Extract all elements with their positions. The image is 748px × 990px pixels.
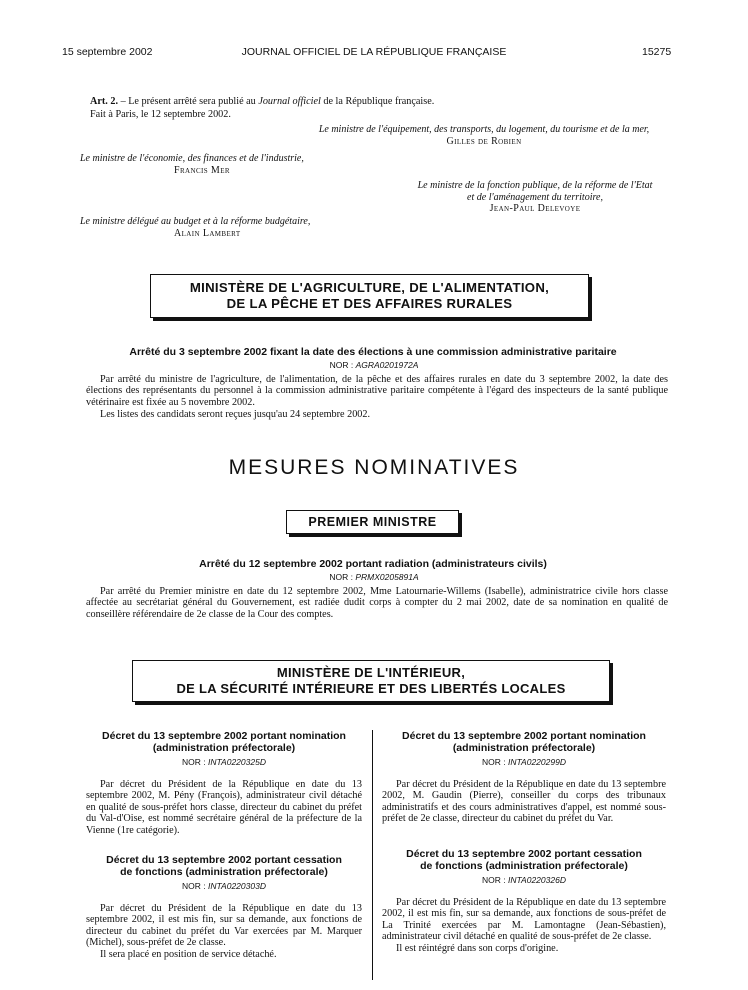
column-divider xyxy=(372,730,373,980)
decree-4 xyxy=(382,848,666,954)
article-2: Art. 2. – Le présent arrêté sera publié au Journal officiel de la République française. xyxy=(90,96,435,107)
article-label: Art. 2. xyxy=(90,96,119,107)
decree-4-paragraph-2: Il est réintégré dans son corps d'origine. xyxy=(396,942,559,954)
signature-budget: Le ministre délégué au budget et à la réforme budgétaire, Alain Lambert xyxy=(80,216,311,239)
ministry-agriculture-line1: MINISTÈRE DE L'AGRICULTURE, DE L'ALIMENTATION, xyxy=(189,280,550,295)
nor-agriculture: NOR : AGRA0201972A xyxy=(329,360,419,370)
ministry-box-premier xyxy=(286,510,459,534)
decree-1-title: Décret du 13 septembre 2002 portant nomination (administration préfectorale) xyxy=(102,730,346,754)
section-mesures-nominatives: MESURES NOMINATIVES xyxy=(228,456,520,479)
decree-1 xyxy=(86,730,362,836)
arrete-agriculture-title: Arrêté du 3 septembre 2002 fixant la date des élections à une commission administrative paritaire xyxy=(129,346,617,358)
decree-4-title: Décret du 13 septembre 2002 portant cessation de fonctions (administration préfectorale) xyxy=(406,848,642,872)
decree-2-paragraph: Par décret du Président de la République en date du 13 septembre 2002, il est mis fin, sur sa demande, aux fonctions de directeur du cabinet du préfet du Var exercées par M. Marquer (Michel), sous-préfet de 2e classe. xyxy=(86,903,362,949)
agriculture-paragraph-2: Les listes des candidats seront reçues jusqu'au 24 septembre 2002. xyxy=(100,409,371,420)
ministry-box-interieur xyxy=(132,660,610,702)
nor-premier: NOR : PRMX0205891A xyxy=(329,572,419,582)
signature-fonction-publique: Le ministre de la fonction publique, de la réforme de l'Etat et de l'aménagement du territoire, Jean-Paul Delevoye xyxy=(417,180,653,214)
signature-economie: Le ministre de l'économie, des finances et de l'industrie, Francis Mer xyxy=(80,153,304,176)
ministry-box-agriculture xyxy=(150,274,589,318)
ministry-premier-label: PREMIER MINISTRE xyxy=(308,515,437,529)
signature-equipement: Le ministre de l'équipement, des transports, du logement, du tourisme et de la mer, Gilles de Robien xyxy=(318,124,650,147)
decree-4-nor: NOR : INTA0220326D xyxy=(482,875,566,885)
arrete-premier-title: Arrêté du 12 septembre 2002 portant radiation (administrateurs civils) xyxy=(199,558,547,570)
ministry-interieur-line2: DE LA SÉCURITÉ INTÉRIEURE ET DES LIBERTÉS LOCALES xyxy=(176,681,566,696)
decree-1-nor: NOR : INTA0220325D xyxy=(182,757,266,767)
header-date: 15 septembre 2002 xyxy=(62,46,153,58)
ministry-interieur-line1: MINISTÈRE DE L'INTÉRIEUR, xyxy=(276,665,466,680)
ministry-agriculture-line2: DE LA PÊCHE ET DES AFFAIRES RURALES xyxy=(226,296,513,311)
decree-2-nor: NOR : INTA0220303D xyxy=(182,881,266,891)
decree-4-paragraph: Par décret du Président de la République en date du 13 septembre 2002, il est mis fin, sur sa demande, aux fonctions de sous-préfet de La Trinité exercées par M. Lamontagne (Jean-Sébastien), administrateur civil détaché en qualité de sous-préfet de 2e classe. xyxy=(382,897,666,943)
decree-1-paragraph: Par décret du Président de la République en date du 13 septembre 2002, M. Pény (François), administrateur civil détaché en qualité de sous-préfet hors classe, directeur du cabinet du préfet du Val-d'Oise, est nommé secrétaire général de la préfecture de la Vienne (1re catégorie). xyxy=(86,779,362,836)
fait-a-paris: Fait à Paris, le 12 septembre 2002. xyxy=(90,109,231,120)
agriculture-paragraph: Par arrêté du ministre de l'agriculture, de l'alimentation, de la pêche et des affaires rurales en date du 3 septembre 2002, la date des élections des représentants du personnel à la commission administrative paritaire compétente à l'égard des inspecteurs de la santé publique vétérinaire est fixée au 5 novembre 2002. xyxy=(86,374,668,408)
decree-2-paragraph-2: Il sera placé en position de service détaché. xyxy=(100,948,277,960)
premier-paragraph: Par arrêté du Premier ministre en date du 12 septembre 2002, Mme Latournarie-Willems (Isabelle), administratrice civile hors classe affectée au secrétariat général du Gouvernement, est radiée dudit corps à compter du 2 mai 2002, date de sa nomination en qualité de conseillère référendaire de 2e classe de la Cour des comptes. xyxy=(86,586,668,620)
decree-3-paragraph: Par décret du Président de la République en date du 13 septembre 2002, M. Gaudin (Pierre), conseiller du corps des tribunaux administratifs et des cours administratives d'appel, est nommé sous-préfet de 2e classe, directeur du cabinet du préfet du Var. xyxy=(382,779,666,825)
journal-title: JOURNAL OFFICIEL DE LA RÉPUBLIQUE FRANÇAISE xyxy=(241,46,507,58)
decree-3 xyxy=(382,730,666,825)
decree-2 xyxy=(86,854,362,960)
decree-3-nor: NOR : INTA0220299D xyxy=(482,757,566,767)
decree-3-title: Décret du 13 septembre 2002 portant nomination (administration préfectorale) xyxy=(402,730,646,754)
page-number: 15275 xyxy=(642,46,672,58)
decree-2-title: Décret du 13 septembre 2002 portant cessation de fonctions (administration préfectorale) xyxy=(106,854,342,878)
